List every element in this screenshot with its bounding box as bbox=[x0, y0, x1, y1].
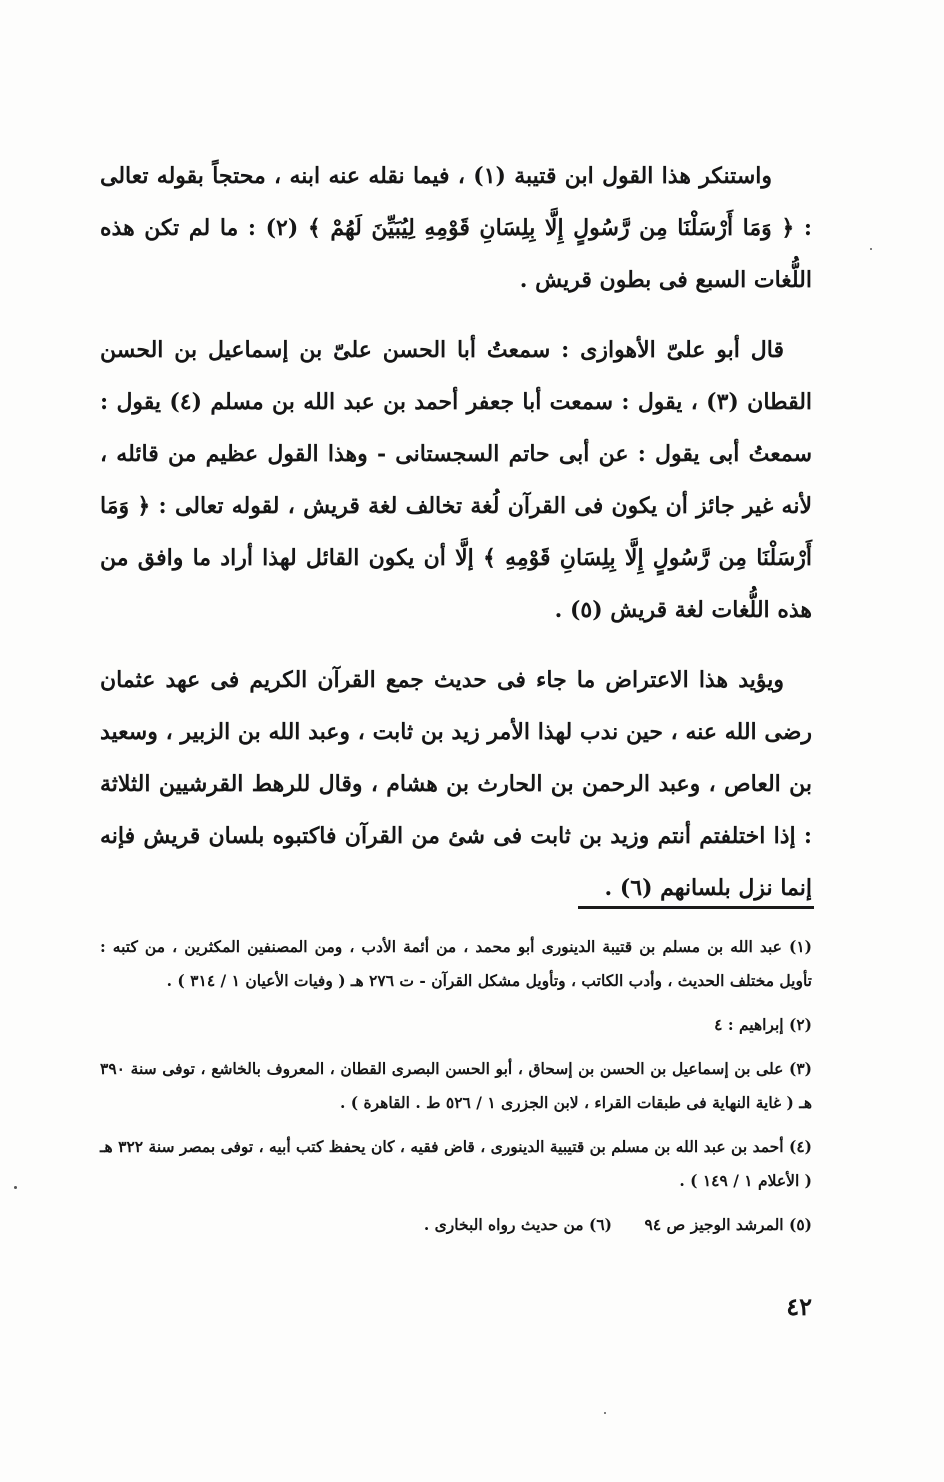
footnote-row-5-6 bbox=[100, 1208, 812, 1242]
main-text bbox=[100, 150, 812, 932]
footnote-2: (٢) إبراهيم : ٤ bbox=[714, 1015, 812, 1034]
paragraph-2: قال أبو علىّ الأهوازى : سمعتُ أبا الحسن علىّ بن إسماعيل بن الحسن القطان (٣) ، يقول : سمعت أبا جعفر أحمد بن عبد الله بن مسلم (٤) يقول : سمعتُ أبى يقول : عن أبى حاتم السجستانى - وهذا القول عظيم من قائله ، لأنه غير جائز أن يكون فى القرآن لُغة تخالف لغة قريش ، لقوله تعالى : ﴿ وَمَا أَرْسَلْنَا مِن رَّسُولٍ إِلَّا بِلِسَانِ قَوْمِهِ ﴾ إلَّا أن يكون القائل لهذا أراد ما وافق من هذه اللُّغات لغة قريش (٥) . bbox=[100, 337, 813, 623]
footnote-5: (٥) المرشد الوجيز ص ٩٤ bbox=[644, 1215, 812, 1234]
footnotes bbox=[100, 930, 812, 1242]
scan-speck bbox=[604, 1412, 606, 1414]
page-number: ٤٢ bbox=[786, 1292, 812, 1321]
footnote-1: (١) عبد الله بن مسلم بن قتيبة الدينورى أبو محمد ، من أئمة الأدب ، ومن المصنفين المكثرين ، من كتبه : تأويل مختلف الحديث ، وأدب الكاتب ، وتأويل مشكل القرآن - ت ٢٧٦ هـ ( وفيات الأعيان ١ / ٣١٤ ) . bbox=[100, 937, 812, 990]
footnote-6: (٦) من حديث رواه البخارى . bbox=[423, 1215, 612, 1234]
scan-speck bbox=[870, 248, 872, 250]
scan-speck bbox=[14, 1186, 17, 1189]
footnote-3: (٣) على بن إسماعيل بن الحسن بن إسحاق ، أبو الحسن البصرى القطان ، المعروف بالخاشع ، توفى سنة ٣٩٠ هـ ( غاية النهاية فى طبقات القراء ، لابن الجزرى ١ / ٥٢٦ ط . القاهرة ) . bbox=[100, 1059, 812, 1112]
footnote-4: (٤) أحمد بن عبد الله بن مسلم بن قتيبية الدينورى ، قاض فقيه ، كان يحفظ كتب أبيه ، توفى بمصر سنة ٣٢٢ هـ ( الأعلام ١ / ١٤٩ ) . bbox=[100, 1137, 812, 1190]
paragraph-1: واستنكر هذا القول ابن قتيبة (١) ، فيما نقله عنه ابنه ، محتجاً بقوله تعالى : ﴿ وَمَا أَرْسَلْنَا مِن رَّسُولٍ إِلَّا بِلِسَانِ قَوْمِهِ لِيُبَيِّنَ لَهُمْ ﴾ (٢) : ما لم تكن هذه اللُّغات السبع فى بطون قريش . bbox=[100, 163, 812, 293]
footnote-separator bbox=[578, 906, 814, 909]
paragraph-3: ويؤيد هذا الاعتراض ما جاء فى حديث جمع القرآن الكريم فى عهد عثمان رضى الله عنه ، حين ندب لهذا الأمر زيد بن ثابت ، وعبد الله بن الزبير ، وسعيد بن العاص ، وعبد الرحمن بن الحارث بن هشام ، وقال للرهط القرشيين الثلاثة : إذا اختلفتم أنتم وزيد بن ثابت فى شئ من القرآن فاكتبوه بلسان قريش فإنه إنما نزل بلسانهم (٦) . bbox=[100, 667, 812, 901]
